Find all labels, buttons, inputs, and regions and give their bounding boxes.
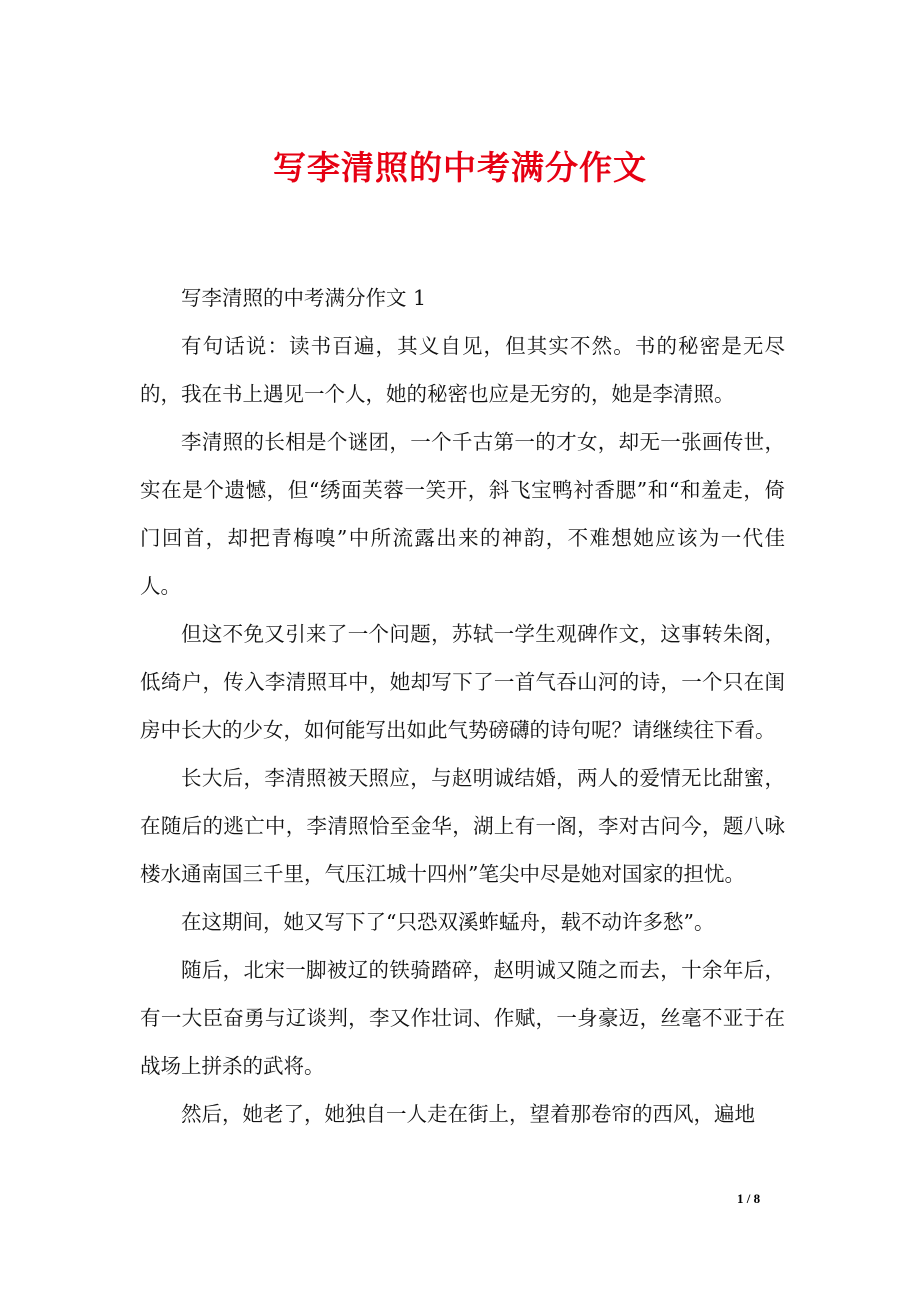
paragraph: 但这不免又引来了一个问题，苏轼一学生观碑作文，这事转朱阁，低绮户，传入李清照耳中，她却写下了一首气吞山河的诗，一个只在闺房中长大的少女，如何能写出如此气势磅礴的诗句呢？请继续往下看。 <box>140 622 785 742</box>
paragraph: 李清照的长相是个谜团，一个千古第一的才女，却无一张画传世，实在是个遗憾，但“绣面芙蓉一笑开，斜飞宝鸭衬香腮”和“和羞走，倚门回首，却把青梅嗅”中所流露出来的神韵，不难想她应该为一代佳人。 <box>140 430 785 598</box>
paragraph: 随后，北宋一脚被辽的铁骑踏碎，赵明诚又随之而去，十余年后，有一大臣奋勇与辽谈判，李又作壮词、作赋，一身豪迈，丝毫不亚于在战场上拼杀的武将。 <box>140 958 785 1078</box>
paragraph: 长大后，李清照被天照应，与赵明诚结婚，两人的爱情无比甜蜜，在随后的逃亡中，李清照恰至金华，湖上有一阁，李对古问今，题八咏楼水通南国三千里，气压江城十四州”笔尖中尽是她对国家的担忧。 <box>140 766 785 886</box>
paragraph: 写李清照的中考满分作文 1 <box>181 286 427 310</box>
paragraph: 然后，她老了，她独自一人走在街上，望着那卷帘的西风，遍地 <box>181 1102 755 1126</box>
paragraph: 有句话说：读书百遍，其义自见，但其实不然。书的秘密是无尽的，我在书上遇见一个人，她的秘密也应是无穷的，她是李清照。 <box>140 334 785 406</box>
paragraph: 在这期间，她又写下了“只恐双溪蚱蜢舟，载不动许多愁”。 <box>181 910 715 934</box>
page-title: 写李清照的中考满分作文 <box>273 148 647 187</box>
page-number: 1 / 8 <box>737 1191 761 1206</box>
article-body <box>140 274 785 1138</box>
